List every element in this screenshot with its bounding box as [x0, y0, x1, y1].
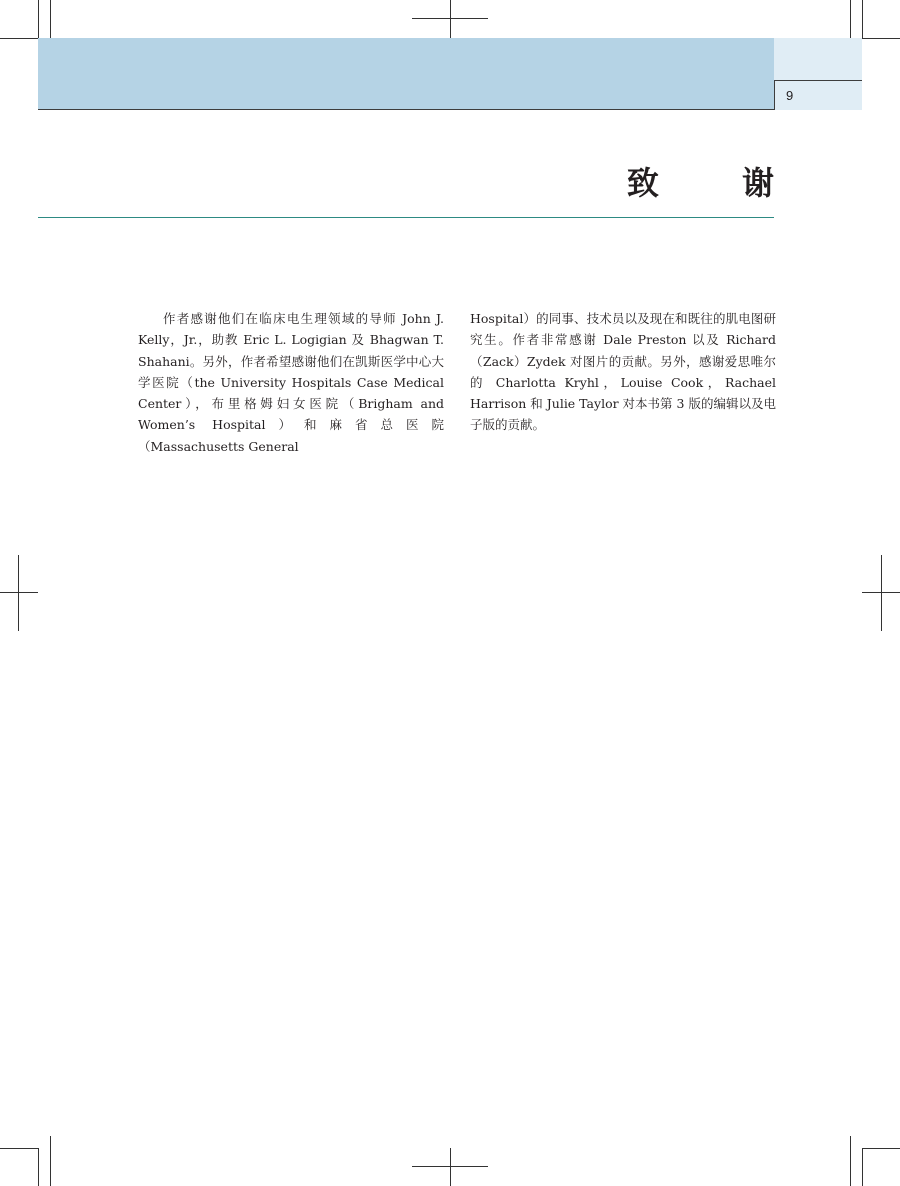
title-rule	[38, 217, 774, 218]
header-tab-vertical-divider	[774, 80, 775, 110]
header-tab-divider	[774, 80, 862, 81]
right-column-paragraph: Hospital）的同事、技术员以及现在和既往的肌电图研究生。作者非常感谢 Dale Preston 以及 Richard（Zack）Zydek 对图片的贡献。另外，感谢爱思唯尔的 Charlotta Kryhl，Louise Cook，Rachael Harrison 和 Julie Taylor 对本书第 3 版的编辑以及电子版的贡献。	[470, 311, 776, 433]
page-number: 9	[786, 88, 794, 103]
right-column	[470, 308, 776, 436]
left-column-paragraph: 作者感谢他们在临床电生理领域的导师 John J. Kelly，Jr.，助教 Eric L. Logigian 及 Bhagwan T. Shahani。另外，作者希望感谢他们在凯斯医学中心大学医院（the University Hospitals Case Medical Center），布里格姆妇女医院（Brigham and Women’s Hospital）和麻省总医院（Massachusetts General	[138, 311, 444, 454]
left-column	[138, 308, 444, 457]
page-title: 致 谢	[626, 164, 810, 202]
header-band	[38, 38, 774, 110]
